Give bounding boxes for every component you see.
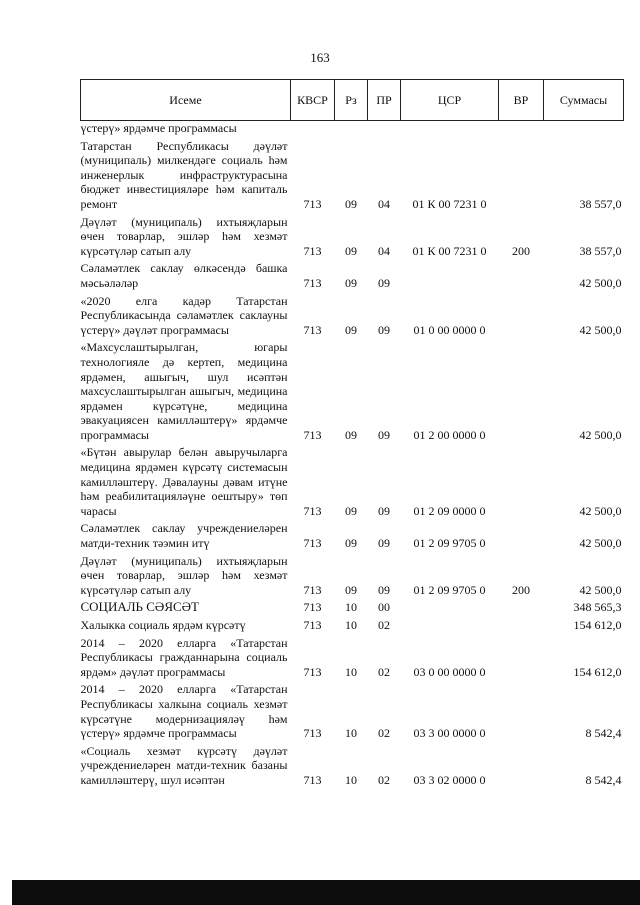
row-vr	[499, 337, 544, 442]
row-sum	[544, 121, 624, 136]
row-csr: 03 3 02 0000 0	[413, 772, 486, 787]
row-csr: 01 2 09 9705 0	[413, 536, 486, 551]
row-vr: 200	[512, 243, 530, 258]
row-pr: 00	[378, 600, 390, 615]
row-kvsr: 713	[303, 243, 322, 258]
row-sum: 8 542,4	[585, 726, 622, 741]
row-csr: 01 2 00 0000 0	[413, 427, 486, 442]
row-name: үстерү» ярдәмче программасы	[80, 121, 237, 135]
row-pr: 09	[378, 582, 390, 597]
row-csr: 01 2 09 9705 0	[413, 582, 486, 597]
row-sum: 348 565,3	[573, 600, 622, 615]
table-row	[81, 741, 624, 788]
row-vr	[499, 633, 544, 680]
row-pr: 09	[378, 536, 390, 551]
row-vr	[499, 121, 544, 136]
row-rz: 09	[345, 536, 357, 551]
row-pr: 09	[378, 427, 390, 442]
table-row	[81, 633, 624, 680]
row-pr: 09	[378, 275, 390, 290]
row-name: СОЦИАЛЬ СӘЯСӘТ	[80, 599, 199, 615]
row-rz: 09	[345, 196, 357, 211]
table-row	[81, 597, 624, 615]
row-rz: 09	[345, 503, 357, 518]
row-name: Сәламәтлек саклау учреждениеләрен матди-техник тәэмин итү	[80, 521, 288, 551]
row-name: Халыкка социаль ярдәм күрсәтү	[80, 618, 246, 632]
table-row	[81, 121, 624, 136]
row-pr: 04	[378, 196, 390, 211]
table-row	[81, 337, 624, 442]
row-rz: 09	[345, 243, 357, 258]
row-name: Дәүләт (муниципаль) ихтыяҗларын өчен товарлар, эшләр һәм хезмәт күрсәтүләр сатып алу	[80, 214, 288, 258]
header-sum: Суммасы	[544, 80, 624, 121]
row-kvsr: 713	[303, 772, 322, 787]
header-vr: ВР	[499, 80, 544, 121]
row-sum: 38 557,0	[579, 196, 622, 211]
row-kvsr	[291, 121, 335, 136]
row-sum: 8 542,4	[585, 772, 622, 787]
row-rz: 10	[345, 726, 357, 741]
row-kvsr: 713	[303, 726, 322, 741]
row-vr: 200	[512, 582, 530, 597]
row-rz: 10	[345, 772, 357, 787]
row-vr	[499, 291, 544, 338]
row-pr: 02	[378, 618, 390, 632]
row-sum: 42 500,0	[579, 322, 622, 337]
table-row	[81, 258, 624, 290]
table-row	[81, 679, 624, 740]
row-sum: 154 612,0	[573, 664, 622, 679]
row-name: «Махсуслаштырылган, югары технологияле дә кертеп, медицина ярдәмен, ашыгыч, шул исәптән махсуслаштырылган ашыгыч, медицина ярдәмен күрсәтүне, медицина эвакуациясен камилләштерү» ярдәмче программасы	[80, 340, 288, 442]
row-csr: 01 К 00 7231 0	[412, 243, 487, 258]
row-pr: 09	[378, 322, 390, 337]
row-pr: 02	[378, 726, 390, 741]
scan-border	[12, 880, 640, 905]
row-name: Татарстан Республикасы дәүләт (муниципаль) милкендәге социаль һәм инженерлык инфраструктурасына бюджет инвестицияләре һәм капиталь ремонт	[80, 138, 288, 211]
row-csr	[401, 258, 499, 290]
table-row	[81, 136, 624, 212]
row-vr	[499, 258, 544, 290]
row-vr	[499, 442, 544, 518]
row-rz: 10	[345, 618, 357, 632]
row-sum: 42 500,0	[579, 582, 622, 597]
header-rz: Рз	[335, 80, 368, 121]
row-kvsr: 713	[303, 503, 322, 518]
row-csr: 01 0 00 0000 0	[413, 322, 486, 337]
row-pr: 02	[378, 772, 390, 787]
row-rz: 10	[345, 600, 357, 615]
header-kvsr: КВСР	[291, 80, 335, 121]
row-csr: 03 3 00 0000 0	[413, 726, 486, 741]
row-pr: 02	[378, 664, 390, 679]
row-name: «Бүтән авырулар белән авыручыларга медицина ярдәмен күрсәтү системасын камилләштерү. Дәвалауны дәвам итүне һәм реабилитацияләүне оештыру» төп чарасы	[80, 445, 288, 518]
row-name: «2020 елга кадәр Татарстан Республикасында сәламәтлек саклауны үстерү» дәүләт программасы	[80, 293, 288, 337]
row-rz: 09	[345, 322, 357, 337]
table-row	[81, 291, 624, 338]
row-csr	[401, 121, 499, 136]
row-vr	[499, 615, 544, 633]
row-kvsr: 713	[303, 582, 322, 597]
row-vr	[499, 518, 544, 550]
page-number: 163	[310, 50, 330, 65]
table-row	[81, 615, 624, 633]
row-sum: 42 500,0	[579, 275, 622, 290]
row-pr: 04	[378, 243, 390, 258]
row-rz: 09	[345, 275, 357, 290]
row-kvsr: 713	[303, 427, 322, 442]
table-row	[81, 551, 624, 598]
row-rz: 09	[345, 427, 357, 442]
header-csr: ЦСР	[401, 80, 499, 121]
row-vr	[499, 741, 544, 788]
row-csr: 01 2 09 0000 0	[413, 503, 486, 518]
row-rz: 09	[345, 582, 357, 597]
header-pr: ПР	[368, 80, 401, 121]
row-csr: 01 К 00 7231 0	[412, 196, 487, 211]
row-kvsr: 713	[303, 275, 322, 290]
row-kvsr: 713	[303, 618, 322, 632]
table-row	[81, 442, 624, 518]
row-pr	[368, 121, 401, 136]
row-sum: 38 557,0	[579, 243, 622, 258]
row-kvsr: 713	[303, 664, 322, 679]
row-kvsr: 713	[303, 536, 322, 551]
row-vr	[499, 679, 544, 740]
budget-table	[80, 79, 624, 788]
row-sum: 42 500,0	[579, 503, 622, 518]
table-header-row	[81, 80, 624, 121]
row-kvsr: 713	[303, 600, 322, 615]
row-rz	[335, 121, 368, 136]
row-sum: 42 500,0	[579, 427, 622, 442]
row-csr: 03 0 00 0000 0	[413, 664, 486, 679]
row-name: Дәүләт (муниципаль) ихтыяҗларын өчен товарлар, эшләр һәм хезмәт күрсәтүләр сатып алу	[80, 553, 288, 597]
row-name: 2014 – 2020 елларга «Татарстан Республикасы гражданнарына социаль ярдәм» дәүләт программасы	[80, 635, 288, 679]
row-name: «Социаль хезмәт күрсәтү дәүләт учреждениеләрен матди-техник базаны камилләштерү, шул исәптән	[80, 743, 288, 787]
table-row	[81, 518, 624, 550]
row-sum: 42 500,0	[579, 536, 622, 551]
row-vr	[499, 597, 544, 615]
row-kvsr: 713	[303, 196, 322, 211]
row-pr: 09	[378, 503, 390, 518]
row-sum: 154 612,0	[573, 618, 622, 632]
row-vr	[499, 136, 544, 212]
row-csr	[401, 615, 499, 633]
table-row	[81, 212, 624, 259]
row-kvsr: 713	[303, 322, 322, 337]
row-name: 2014 – 2020 елларга «Татарстан Республикасы халкына социаль хезмәт күрсәтүне модернизацияләү һәм үстерү» ярдәмче программасы	[80, 682, 288, 741]
row-csr	[401, 597, 499, 615]
row-name: Сәламәтлек саклау өлкәсендә башка мәсьәләләр	[80, 261, 288, 290]
header-name: Исеме	[81, 80, 291, 121]
row-rz: 10	[345, 664, 357, 679]
